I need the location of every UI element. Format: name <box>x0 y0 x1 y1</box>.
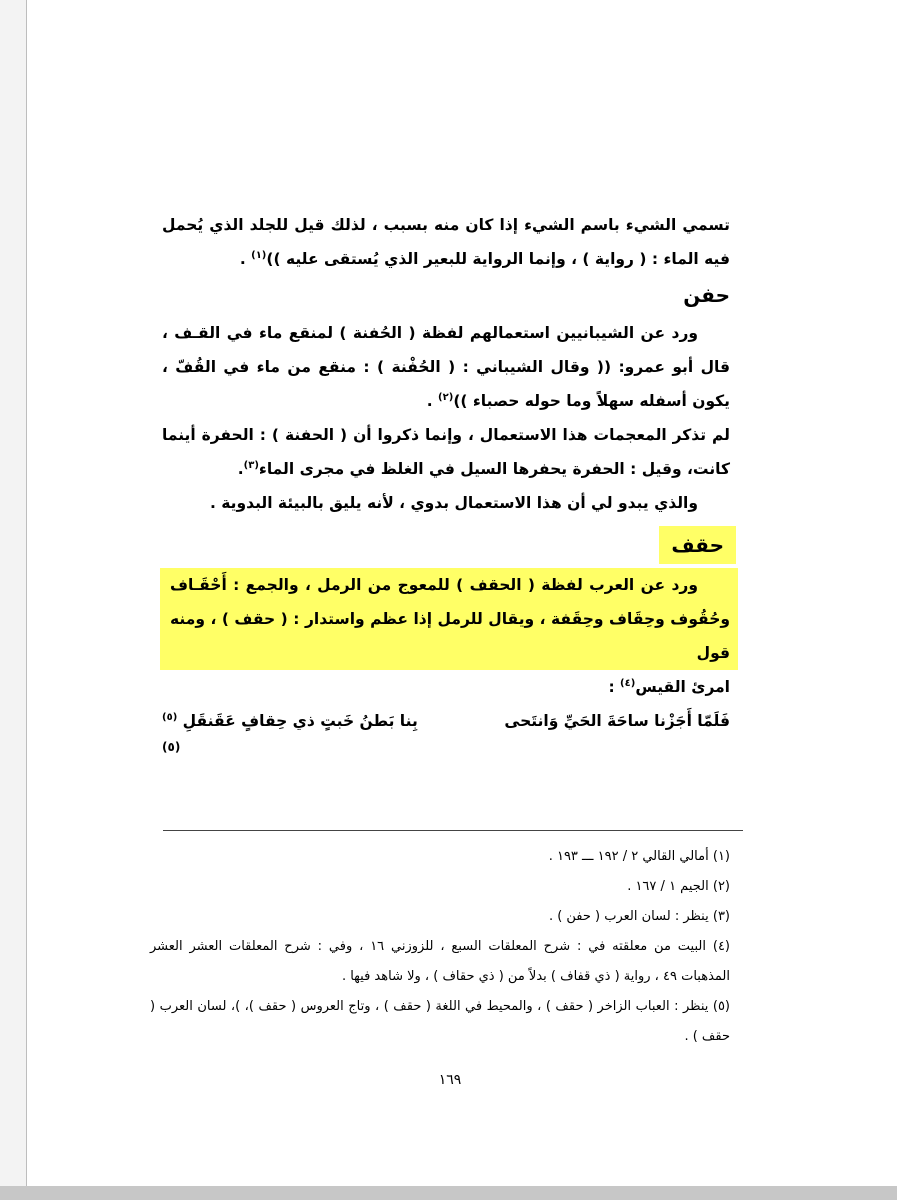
page-left-edge <box>0 0 27 1200</box>
footnote-5: (٥) ينظر : العباب الزاخر ( حقف ) ، والمحيط في اللغة ( حقف ) ، وتاج العروس ( حقف )، )، لسان العرب ( حقف ) . <box>150 999 730 1044</box>
footnote-ref-2[interactable]: (٢) <box>438 391 454 403</box>
page-number: ١٦٩ <box>438 1072 462 1088</box>
footnote-ref-5[interactable]: (٥) <box>162 711 178 723</box>
paragraph-hafn-3: والذي يبدو لي أن هذا الاستعمال بدوي ، لأنه يليق بالبيئة البدوية . <box>209 494 698 512</box>
footnote-4: (٤) البيت من معلقته في : شرح المعلقات السبع ، للزوزني ١٦ ، وفي : شرح المعلقات العشر العشر المذهبات ٤٩ ، رواية ( ذي قفاف ) بدلاً من ( ذي حقاف ) ، ولا شاهد فيها . <box>150 939 730 984</box>
footnote-divider <box>163 830 743 831</box>
page-bottom-bar <box>0 1186 897 1200</box>
entry-heading-haqf: حقف <box>659 526 736 564</box>
paragraph-hafn-1: ورد عن الشيبانيين استعمالهم لفظة ( الحُفنة ) لمنقع ماء في القـف ، قال أبو عمرو: (( وقال الشيباني : ( الحُفْنة ) : منقع من ماء في القُفّ ، يكون أسفله سهلاً وما حوله حصباء ))$^{(٢)}$ . <box>162 324 730 410</box>
highlighted-passage: ورد عن العرب لفظة ( الحقف ) للمعوج من الرمل ، والجمع : أَحْقَـاف وحُقُوف وحِقَاف وحِقَفة ، ويقال للرمل إذا عظم واستدار : ( حقف ) ، ومنه قول <box>160 568 738 670</box>
footnotes <box>150 842 730 1052</box>
paragraph-haqf-tail: امرئ القيس$^{(٤)}$ : <box>608 677 730 696</box>
main-text <box>162 208 730 758</box>
paragraph-intro: تسمي الشيء باسم الشيء إذا كان منه بسبب ، لذلك قيل للجلد الذي يُحمل فيه الماء : ( رواية ) ، وإنما الرواية للبعير الذي يُستقى عليه ))$^{(١)}$ . <box>162 216 730 268</box>
footnote-ref-1[interactable]: (١) <box>251 249 267 261</box>
footnote-2: (٢) الجيم ١ / ١٦٧ . <box>627 879 730 894</box>
poetry-verse <box>162 704 730 738</box>
footnote-ref-3[interactable]: (٣) <box>243 459 259 471</box>
paragraph-hafn-2: لم تذكر المعجمات هذا الاستعمال ، وإنما ذكروا أن ( الحفنة ) : الحفرة أينما كانت، وقيل : الحفرة يحفرها السيل في الغلظ في مجرى الماء$^{(٣)}$. <box>162 426 730 478</box>
entry-heading-hafn: حفن <box>683 283 730 307</box>
footnote-1: (١) أمالي القالي ٢ / ١٩٢ ـــ ١٩٣ . <box>548 849 730 864</box>
verse-second-hemistich: بِنا بَطنُ خَبتٍ ذي حِقافٍ عَقَنقَلِ $^{(٥)}$ <box>162 711 418 730</box>
footnote-3: (٣) ينظر : لسان العرب ( حفن ) . <box>548 909 730 924</box>
footnote-ref-4[interactable]: (٤) <box>620 677 636 689</box>
verse-first-hemistich: فَلَمّا أَجَزْنا ساحَةَ الحَيِّ وَانتَحى <box>504 712 730 730</box>
verse-reference-line: (٥) <box>162 740 181 754</box>
